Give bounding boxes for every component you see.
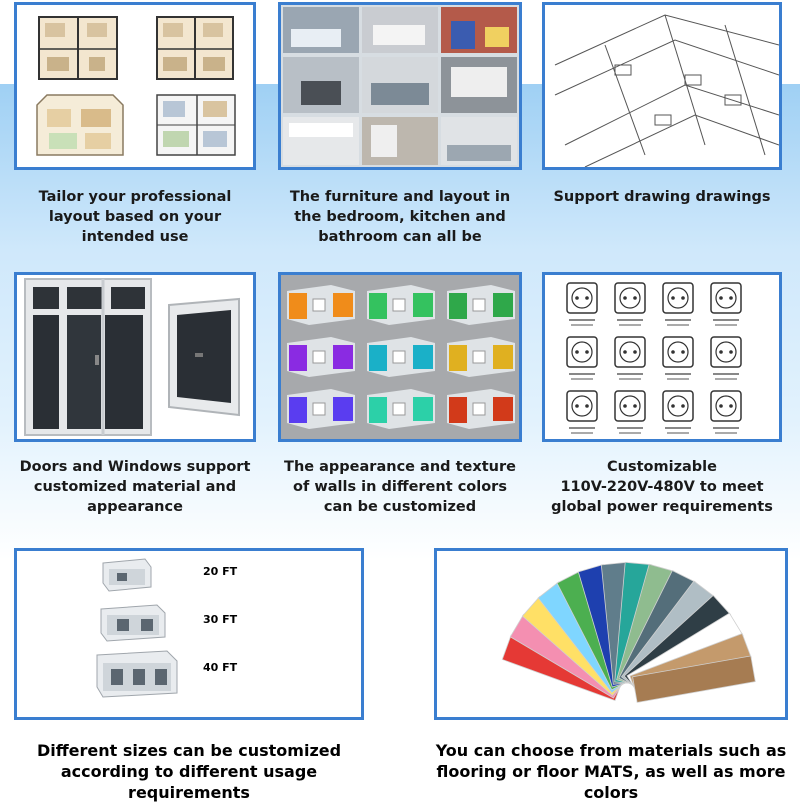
material-color-swatch-fan bbox=[437, 551, 785, 717]
floor-plan-panel bbox=[14, 2, 256, 170]
power-sockets-panel bbox=[542, 272, 782, 442]
doors-and-window-photo bbox=[17, 275, 253, 439]
size-label-20ft: 20 FT bbox=[203, 565, 238, 578]
container-sizes-panel bbox=[14, 548, 364, 720]
power-caption: Customizable 110V-220V-480V to meet global power requirements bbox=[551, 459, 773, 515]
colored-container-houses bbox=[281, 275, 519, 439]
size-label-40ft: 40 FT bbox=[203, 661, 238, 674]
sizes-caption: Different sizes can be customized according to different usage requirements bbox=[36, 741, 342, 802]
wall-colors-panel bbox=[278, 272, 522, 442]
architectural-drawing bbox=[545, 5, 779, 167]
doors-windows-panel bbox=[14, 272, 256, 442]
size-label-30ft: 30 FT bbox=[203, 613, 238, 626]
doors-windows-caption: Doors and Windows support customized material and appearance bbox=[19, 459, 251, 515]
materials-caption: You can choose from materials such as flooring or floor MATS, as well as more colors bbox=[435, 741, 787, 802]
container-size-comparison bbox=[17, 551, 361, 717]
power-socket-types bbox=[545, 275, 779, 439]
container-30ft-image bbox=[101, 605, 165, 641]
drawing-panel bbox=[542, 2, 782, 170]
interior-photos-panel bbox=[278, 2, 522, 170]
materials-panel bbox=[434, 548, 788, 720]
drawings-caption: Support drawing drawings bbox=[553, 189, 771, 205]
container-40ft-image bbox=[97, 651, 177, 697]
container-20ft-image bbox=[103, 559, 151, 591]
floor-plan-illustration bbox=[17, 5, 253, 167]
layout-caption: Tailor your professional layout based on your intended use bbox=[38, 189, 232, 245]
interior-caption: The furniture and layout in the bedroom, kitchen and bathroom can all be bbox=[289, 189, 511, 245]
wall-colors-caption: The appearance and texture of walls in different colors can be customized bbox=[284, 459, 516, 515]
interior-room-photos bbox=[281, 5, 519, 167]
